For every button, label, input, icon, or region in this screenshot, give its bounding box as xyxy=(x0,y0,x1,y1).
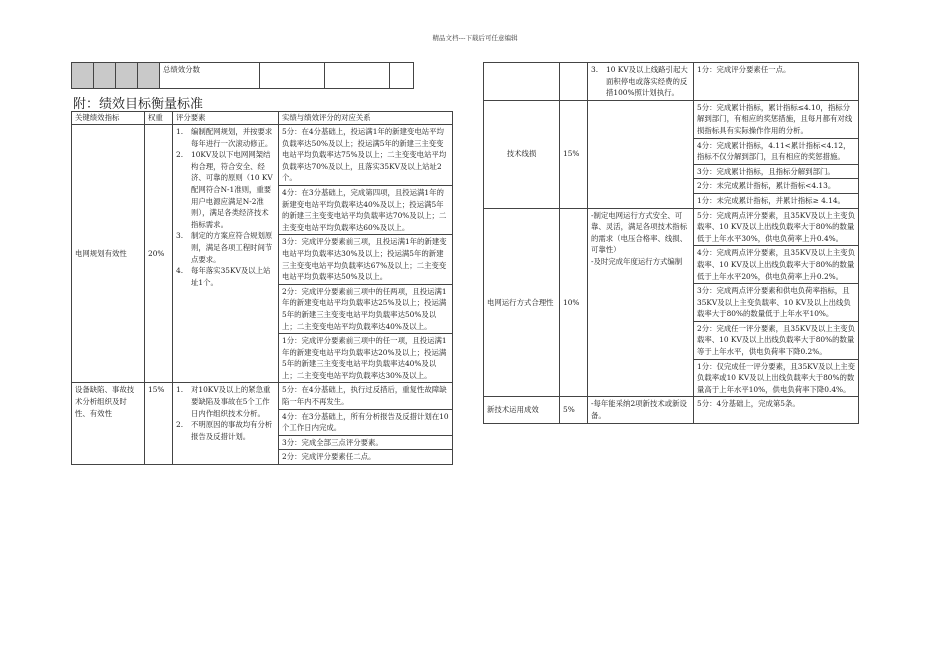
indicator-cell xyxy=(484,63,560,101)
list-item xyxy=(176,149,275,230)
gray-cell xyxy=(138,63,160,89)
item-number: 3. xyxy=(591,65,599,74)
item-number: 1. xyxy=(176,127,184,136)
table-row xyxy=(72,125,453,186)
gray-cell xyxy=(116,63,138,89)
elements-cell xyxy=(588,100,694,208)
elements-cell xyxy=(588,63,694,101)
header-elements: 评分要素 xyxy=(173,112,279,125)
list-item xyxy=(176,384,275,419)
element-list xyxy=(591,64,690,99)
indicator-cell: 电网运行方式合理性 xyxy=(484,208,560,397)
item-text: 10KV及以下电网网架结构合理，符合安全、经济、可靠的原则（10 KV配网符合N-1准则，重要用户电源应满足N-2准则），满足各类经济技术指标需求。 xyxy=(191,150,273,229)
score-cell: 4分：完成两点评分要素，且35KV及以上主变负载率、10 KV及以上出线负载率大于80%的数量低于上年水平20%，供电负荷率上升0.2%。 xyxy=(694,246,859,284)
item-text: 不明原因的事故均有分析报告及反措计划。 xyxy=(191,420,273,441)
total-score-strip xyxy=(71,62,414,89)
score-cell: 1分：完成评分要素前三项中的任一项，且投运满1年的新建变电站平均负载率达20%及以上；投运满5年的新建三主变变电站平均负载率达40%及以上；二主变变电站平均负载率达30%及以上。 xyxy=(279,334,453,383)
item-text: 每年落实35KV及以上站址1个。 xyxy=(191,266,271,287)
score-cell: 5分：完成累计指标，累计指标≤4.10，指标分解到部门，有相应的奖惩措施，且每月都有对线损指标具有实际操作作用的分析。 xyxy=(694,100,859,138)
header-indicator: 关键绩效指标 xyxy=(72,112,145,125)
item-text: 制定的方案应符合规划原则，满足各项工程时间节点要求。 xyxy=(191,231,273,264)
item-number: 3. xyxy=(176,231,184,241)
score-cell: 1分：仅完成任一评分要素，且35KV及以上主变负载率或10 KV及以上出线负载率大于80%的数量高于上年水平10%，供电负荷率下降0.4%。 xyxy=(694,359,859,397)
table-row xyxy=(484,208,859,246)
table-row xyxy=(484,397,859,423)
indicator-cell: 技术线损 xyxy=(484,100,560,208)
score-cell: 2分：完成评分要素前三项中的任两项，且投运满1年的新建变电站平均负载率达25%及以上；投运满5年的新建三主变变电站平均负载率达50%及以上；二主变变电站平均负载率达40%及以上。 xyxy=(279,284,453,333)
item-number: 2. xyxy=(176,150,184,160)
item-text: 对10KV及以上的紧急重要缺陷及事故在5个工作日内作组织技术分析。 xyxy=(191,385,271,418)
elements-cell: -每年能采纳2项新技术或新设备。 xyxy=(588,397,694,423)
weight-cell: 5% xyxy=(560,397,588,423)
kpi-table-left xyxy=(71,111,453,465)
weight-cell xyxy=(560,63,588,101)
score-cell: 1分：完成评分要素任一点。 xyxy=(694,63,859,101)
appendix-title: 附：绩效目标衡量标准 xyxy=(73,97,204,112)
elements-cell xyxy=(173,383,279,465)
table-row xyxy=(72,383,453,409)
score-cell: 3分：完成累计指标，且指标分解到部门。 xyxy=(694,164,859,179)
empty-cell xyxy=(260,63,325,89)
score-cell: 2分：完成评分要素任二点。 xyxy=(279,450,453,465)
element-item: -及时完成年度运行方式编制 xyxy=(591,256,683,266)
empty-cell xyxy=(325,63,390,89)
indicator-cell: 设备缺陷、事故技术分析组织及时性、有效性 xyxy=(72,383,145,465)
table-row xyxy=(484,100,859,138)
score-cell: 5分：完成两点评分要素，且35KV及以上主变负载率、10 KV及以上出线负载率大于80%的数量低于上年水平30%，供电负荷率上升0.4%。 xyxy=(694,208,859,246)
score-cell: 1分：未完成累计指标，并累计指标≥ 4.14。 xyxy=(694,193,859,208)
score-cell: 5分：在4分基础上，执行过反措后，重复性故障缺陷一年内不再发生。 xyxy=(279,383,453,409)
weight-cell: 15% xyxy=(560,100,588,208)
kpi-table-right xyxy=(483,62,859,424)
empty-cell xyxy=(390,63,414,89)
element-item: -制定电网运行方式安全、可靠、灵活，满足各项技术指标的需求（电压合格率、线损、可靠性） xyxy=(591,210,688,255)
item-text: 10 KV及以上线路引起大面积停电或落实经费的反措100%照计划执行。 xyxy=(606,65,688,98)
table-row xyxy=(484,63,859,101)
item-text: 编制配网规划，并按要求每年进行一次滚动修正。 xyxy=(191,127,273,148)
weight-cell: 20% xyxy=(145,125,173,383)
indicator-cell: 新技术运用成效 xyxy=(484,397,560,423)
score-cell: 5分：在4分基础上，投运满1年的新建变电站平均负载率达50%及以上；投运满5年的新建三主变变电站平均负载率达75%及以上；二主变变电站平均负载率达70%及以上，且落实35KV及以上站址2个。 xyxy=(279,125,453,186)
item-number: 2. xyxy=(176,420,184,430)
elements-cell xyxy=(173,125,279,383)
item-number: 1. xyxy=(176,385,184,395)
weight-cell: 15% xyxy=(145,383,173,465)
list-item xyxy=(591,64,690,99)
score-cell: 3分：完成两点评分要素和供电负荷率指标，且35KV及以上主变负载率、10 KV及以上出线负载率大于80%的数量低于上年水平10%。 xyxy=(694,284,859,322)
score-cell: 5分：4分基础上，完成第5条。 xyxy=(694,397,859,423)
score-cell: 2分：未完成累计指标，累计指标<4.13。 xyxy=(694,179,859,194)
indicator-cell: 电网规划有效性 xyxy=(72,125,145,383)
header-row xyxy=(72,112,453,125)
item-number: 4. xyxy=(176,266,184,276)
weight-cell: 10% xyxy=(560,208,588,397)
score-cell: 2分：完成任一评分要素，且35KV及以上主变负载率、10 KV及以上出线负载率大于80%的数量等于上年水平，供电负荷率下降0.2%。 xyxy=(694,321,859,359)
list-item xyxy=(176,419,275,442)
list-item xyxy=(176,265,275,288)
gray-cell xyxy=(72,63,94,89)
score-cell: 3分：完成全部三点评分要素。 xyxy=(279,435,453,450)
element-list xyxy=(176,384,275,442)
score-cell: 4分：在3分基础上，所有分析报告及反措计划在10个工作日内完成。 xyxy=(279,409,453,435)
list-item xyxy=(176,126,275,149)
list-item xyxy=(176,230,275,265)
gray-cell xyxy=(94,63,116,89)
score-cell: 3分：完成评分要素前三项，且投运满1年的新建变电站平均负载率达30%及以上；投运满5年的新建三主变变电站平均负载率达67%及以上；二主变变电站平均负载率达50%及以上。 xyxy=(279,235,453,284)
score-cell: 4分：完成累计指标，4.11<累计指标<4.12，指标不仅分解到部门，且有相应的奖惩措施。 xyxy=(694,138,859,164)
page-header: 精品文档---下载后可任意编辑 xyxy=(432,34,518,42)
header-weight: 权重 xyxy=(145,112,173,125)
elements-cell xyxy=(588,208,694,397)
total-score-label: 总绩效分数 xyxy=(160,63,260,89)
score-cell: 4分：在3分基础上，完成第四项，且投运满1年的新建变电站平均负载率达40%及以上；投运满5年的新建三主变变电站平均负载率达70%及以上；二主变变电站平均负载率达60%及以上。 xyxy=(279,185,453,234)
element-list xyxy=(176,126,275,288)
header-scores: 实绩与绩效评分的对应关系 xyxy=(279,112,453,125)
